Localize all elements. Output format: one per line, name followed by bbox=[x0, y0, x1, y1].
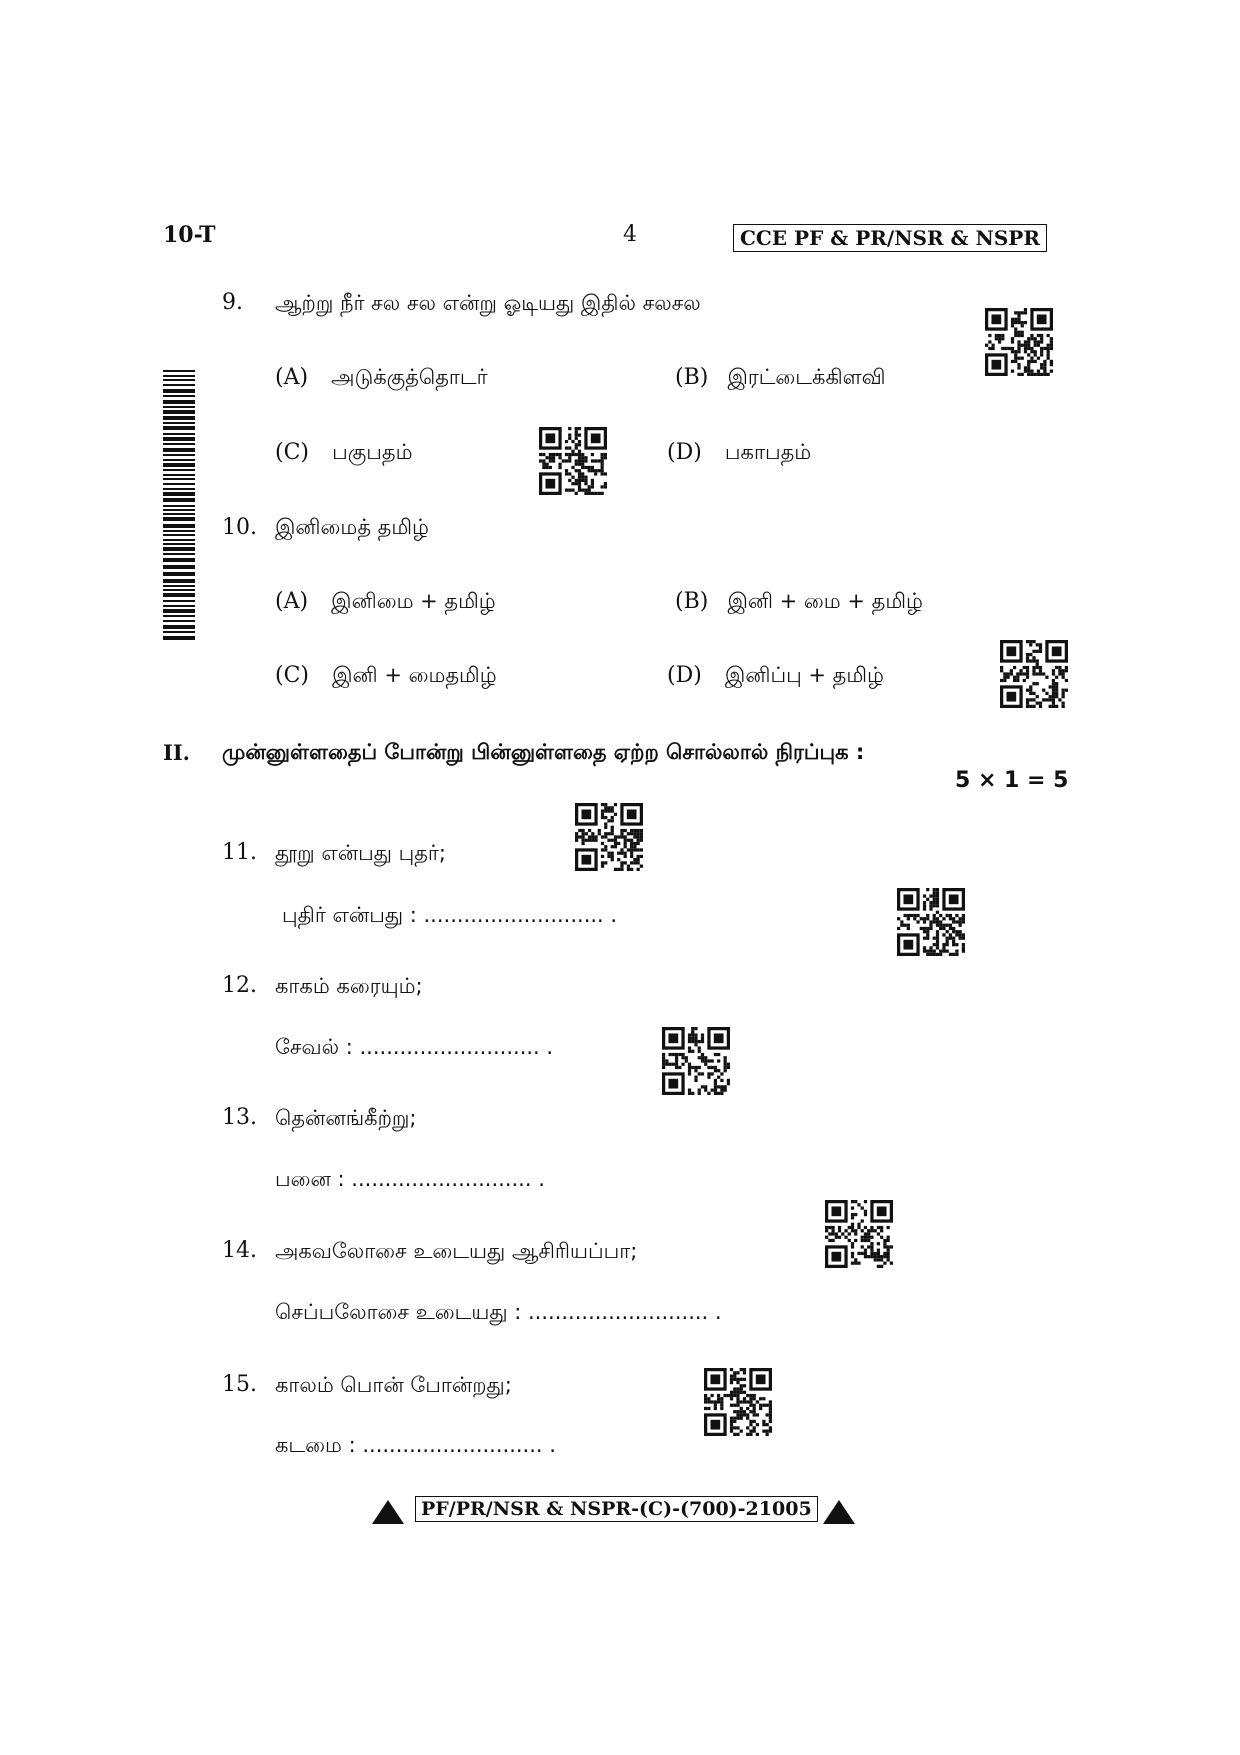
answer-blank: பனை : ........................... . bbox=[275, 1167, 545, 1191]
option-c bbox=[275, 440, 412, 467]
qr-code bbox=[985, 308, 1053, 376]
option-label: (D) bbox=[667, 663, 702, 688]
option-text: பகாபதம் bbox=[724, 440, 812, 464]
option-b bbox=[675, 365, 886, 392]
option-text: இனி + மை + தமிழ் bbox=[727, 589, 923, 613]
option-label: (A) bbox=[275, 365, 309, 390]
qr-code bbox=[539, 427, 607, 495]
question-number: 12. bbox=[222, 973, 257, 998]
qr-code bbox=[575, 803, 643, 871]
option-label: (C) bbox=[275, 440, 309, 465]
option-a bbox=[275, 589, 496, 616]
answer-blank: புதிர் என்பது : ........................... . bbox=[282, 903, 618, 927]
triangle-icon bbox=[823, 1500, 855, 1524]
question-text: தென்னங்கீற்று; bbox=[275, 1106, 417, 1130]
option-text: இனிப்பு + தமிழ் bbox=[724, 663, 884, 687]
question-number: 11. bbox=[222, 840, 257, 865]
exam-code-box: CCE PF & PR/NSR & NSPR bbox=[733, 224, 1047, 252]
option-b bbox=[675, 589, 923, 616]
option-a bbox=[275, 365, 488, 392]
section-instruction: முன்னுள்ளதைப் போன்று பின்னுள்ளதை ஏற்ற சொல்லால் நிரப்புக : bbox=[222, 740, 865, 764]
answer-blank: கடமை : ........................... . bbox=[275, 1433, 556, 1457]
question-number: 14. bbox=[222, 1238, 257, 1263]
option-text: இனி + மைதமிழ் bbox=[332, 663, 497, 687]
question-text: ஆற்று நீர் சல சல என்று ஓடியது இதில் சலசல bbox=[275, 291, 701, 315]
barcode bbox=[163, 370, 195, 640]
qr-code bbox=[1000, 640, 1068, 708]
answer-blank: சேவல் : ........................... . bbox=[275, 1035, 554, 1059]
question-number: 15. bbox=[222, 1372, 257, 1397]
section-numeral: II. bbox=[163, 740, 190, 765]
question-text: காலம் பொன் போன்றது; bbox=[275, 1373, 512, 1397]
option-label: (C) bbox=[275, 663, 309, 688]
option-text: அடுக்குத்தொடர் bbox=[331, 365, 488, 389]
page-number: 4 bbox=[623, 222, 637, 247]
question-number: 9. bbox=[222, 290, 243, 315]
option-d bbox=[667, 663, 884, 690]
answer-blank: செப்பலோசை உடையது : ........................... . bbox=[275, 1300, 722, 1324]
footer-code-box: PF/PR/NSR & NSPR-(C)-(700)-21005 bbox=[415, 1496, 818, 1522]
option-text: பகுபதம் bbox=[332, 440, 413, 464]
option-c bbox=[275, 663, 497, 690]
question-text: இனிமைத் தமிழ் bbox=[275, 515, 429, 539]
question-number: 13. bbox=[222, 1105, 257, 1130]
qr-code bbox=[662, 1027, 730, 1095]
option-label: (A) bbox=[275, 589, 309, 614]
option-text: இரட்டைக்கிளவி bbox=[727, 365, 886, 389]
triangle-icon bbox=[372, 1500, 404, 1524]
question-text: அகவலோசை உடையது ஆசிரியப்பா; bbox=[275, 1239, 638, 1263]
qr-code bbox=[897, 888, 965, 956]
question-text: தூறு என்பது புதர்; bbox=[275, 841, 446, 865]
question-text: காகம் கரையும்; bbox=[275, 974, 423, 998]
question-number: 10. bbox=[222, 515, 257, 540]
qr-code bbox=[704, 1368, 772, 1436]
option-label: (D) bbox=[667, 440, 702, 465]
option-label: (B) bbox=[675, 589, 709, 614]
option-text: இனிமை + தமிழ் bbox=[331, 589, 496, 613]
paper-code: 10-T bbox=[163, 222, 216, 248]
section-marks: 5 × 1 = 5 bbox=[955, 768, 1069, 793]
option-label: (B) bbox=[675, 365, 709, 390]
option-d bbox=[667, 440, 811, 467]
qr-code bbox=[825, 1200, 893, 1268]
